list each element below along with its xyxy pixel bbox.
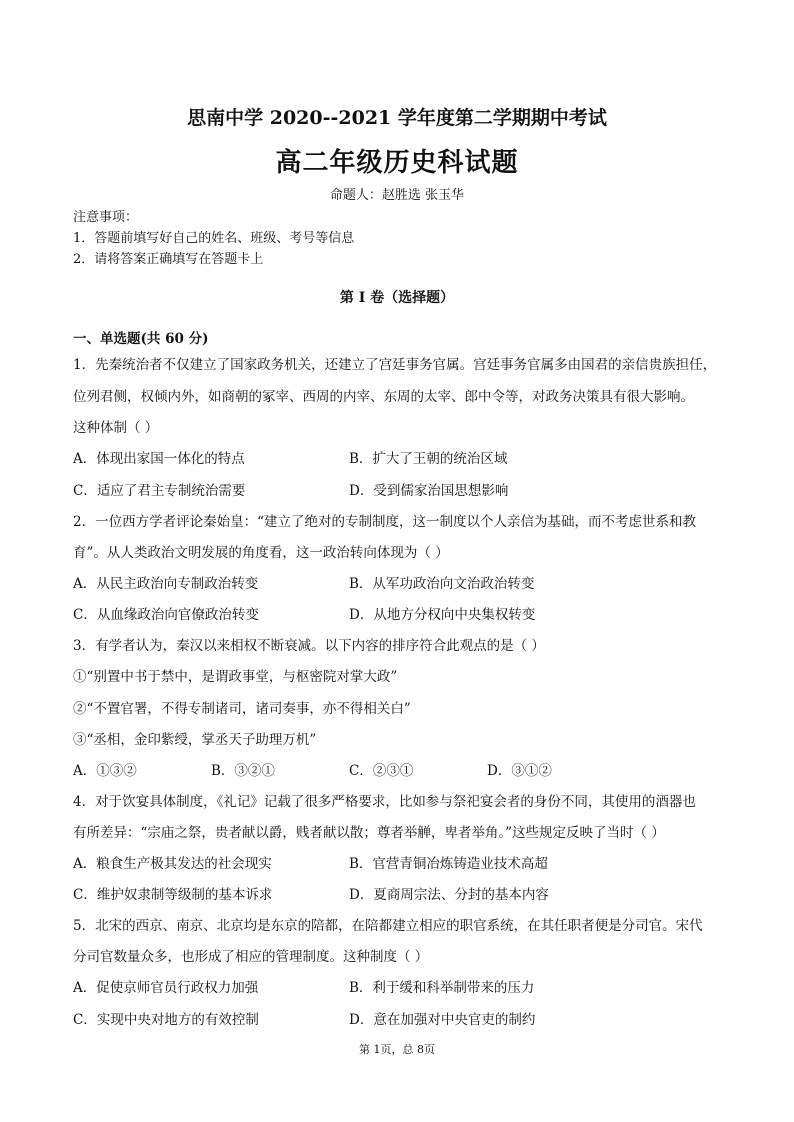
- question-3-option-a: A．①③②: [73, 763, 137, 779]
- question-4-line-1: 4．对于饮宴具体制度，《礼记》记载了很多严格要求，比如参与祭祀宴会者的身份不同，其使用的酒器也: [73, 794, 696, 810]
- question-5-line-1: 5．北宋的西京、南京、北京均是东京的陪都，在陪都建立相应的职官系统，在其任职者便是分司官。宋代: [73, 918, 703, 934]
- question-5-option-b: B．利于缓和科举制带来的压力: [349, 980, 535, 996]
- question-1-option-d: D．受到儒家治国思想影响: [349, 483, 509, 499]
- question-3-option-b: B．③②①: [211, 763, 275, 779]
- question-5-option-c: C．实现中央对地方的有效控制: [73, 1012, 259, 1028]
- question-3-line-1: 3．有学者认为，秦汉以来相权不断衰减。以下内容的排序符合此观点的是（ ）: [73, 638, 545, 654]
- exam-author: 命题人：赵胜选 张玉华: [329, 188, 465, 203]
- question-4-option-b: B．官营青铜冶炼铸造业技术高超: [349, 856, 548, 872]
- question-5-option-a: A．促使京师官员行政权力加强: [73, 980, 259, 996]
- question-1-option-a: A．体现出家国一体化的特点: [73, 451, 245, 467]
- notes-heading: 注意事项：: [73, 210, 139, 225]
- question-2-option-d: D．从地方分权向中央集权转变: [349, 607, 536, 623]
- question-5-line-2: 分司官数量众多，也形成了相应的管理制度。这种制度（ ）: [73, 949, 429, 965]
- note-item-2: 2．请将答案正确填写在答题卡上: [73, 252, 264, 267]
- question-2-line-1: 2．一位西方学者评论秦始皇：“建立了绝对的专制制度，这一制度以个人亲信为基础，而不考虑世系和教: [73, 514, 696, 530]
- question-3-option-d: D．③①②: [487, 763, 552, 779]
- question-4-option-d: D．夏商周宗法、分封的基本内容: [349, 887, 549, 903]
- question-4-option-a: A．粮食生产极其发达的社会现实: [73, 856, 272, 872]
- page-footer: 第 1页，总 8页: [359, 1043, 435, 1056]
- question-3-line-4: ③“丞相，金印紫绶，掌丞天子助理万机”: [73, 732, 317, 748]
- question-1-option-c: C．适应了君主专制统治需要: [73, 483, 246, 499]
- exam-subtitle: 高二年级历史科试题: [275, 148, 519, 178]
- note-item-1: 1．答题前填写好自己的姓名、班级、考号等信息: [73, 231, 355, 246]
- section-title: 第 I 卷（选择题）: [339, 290, 455, 306]
- question-2-option-b: B．从军功政治向文治政治转变: [349, 576, 535, 592]
- question-1-line-1: 1．先秦统治者不仅建立了国家政务机关，还建立了宫廷事务官属。宫廷事务官属多由国君的亲信贵族担任，: [73, 357, 717, 373]
- question-3-option-c: C．②③①: [349, 763, 414, 779]
- question-4-line-2: 有所差异：“宗庙之祭，贵者献以爵，贱者献以散；尊者举觯，卑者举角。”这些规定反映了当时（ ）: [73, 825, 665, 841]
- question-1-option-b: B．扩大了王朝的统治区域: [349, 451, 508, 467]
- question-3-line-3: ②“不置官署，不得专制诸司，诸司奏事，亦不得相关白”: [73, 701, 411, 717]
- question-5-option-d: D．意在加强对中央官吏的制约: [349, 1012, 536, 1028]
- question-4-option-c: C．维护奴隶制等级制的基本诉求: [73, 887, 273, 903]
- question-1-line-3: 这种体制（ ）: [73, 420, 159, 436]
- question-2-option-a: A．从民主政治向专制政治转变: [73, 576, 259, 592]
- question-3-line-2: ①“别置中书于禁中，是谓政事堂，与枢密院对掌大政”: [73, 669, 398, 685]
- exam-title: 思南中学 2020--2021 学年度第二学期期中考试: [187, 107, 607, 129]
- question-1-line-2: 位列君侧，权倾内外，如商朝的冢宰、西周的内宰、东周的太宰、郎中令等，对政务决策具有很大影响。: [73, 389, 694, 405]
- part-heading: 一、单选题(共 60 分): [73, 331, 209, 347]
- question-2-line-2: 育”。从人类政治文明发展的角度看，这一政治转向体现为（ ）: [73, 545, 449, 561]
- question-2-option-c: C．从血缘政治向官僚政治转变: [73, 607, 259, 623]
